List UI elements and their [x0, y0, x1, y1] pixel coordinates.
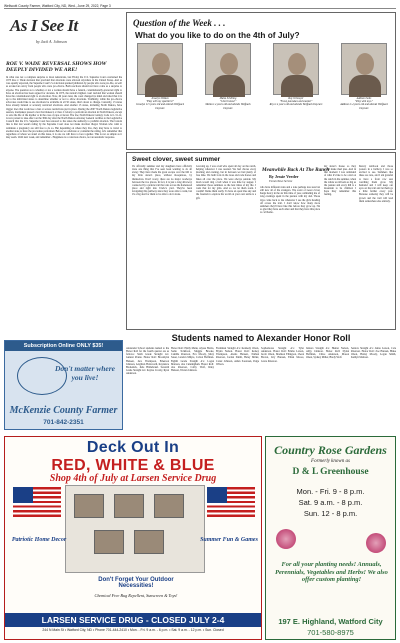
hours-line: Mon. - Fri. 9 - 8 p.m.: [296, 487, 365, 496]
ad-caption: Patriotic Home Decor: [11, 537, 67, 543]
ad-former-name: D & L Greenhouse: [292, 467, 369, 477]
qotw-answer: Roy Ortmeyer "Food, pancakes and snacks!" Roy is 4 years old and attends Wolfpack Daycare: [269, 97, 323, 107]
flag-icon: [207, 487, 255, 517]
ad-address: 197 E. Highland, Watford City: [278, 617, 383, 626]
ad-phone: 701-842-2351: [43, 419, 84, 426]
ad-tagline: Don't matter where you live!: [54, 364, 115, 382]
ad-banner: LARSEN SERVICE DRUG - CLOSED JULY 2-4: [5, 613, 261, 627]
article-author: By Jessie Veeder: [269, 174, 299, 179]
ad-callout-detail: Chemical Free Bug Repellent, Sunscreen & Toys!: [94, 593, 178, 598]
article-column: It's officially summer and my daughters have officially done one thing that I've seen been wanting to do all along: They have made the great escape over the hill to my little sister's place, without mosquitoes, by themselves. Don't worry, there are no major roadways between the two places. In fact, it is just a long driveway connected by a prairie trail that cuts across the homestead place and right into Uncle's yard. They've been navigating this pathway since they were able to walk, but it's a big deal for them to be able to do it alone.: [132, 165, 192, 197]
qotw-photo: [273, 43, 319, 95]
hours-line: Sun. 12 - 8 p.m.: [303, 509, 358, 518]
ad-caption: Summer Fun & Games: [200, 537, 258, 543]
qotw-label: Question of the Week . . .: [133, 18, 226, 28]
flower-icon: [366, 533, 386, 553]
column-name: Meanwhile Back At The Ranch: [262, 167, 330, 173]
qotw-answer: Addison Solis "Play with toys." Addison is 4 years old and attends Wolfpack Daycare: [340, 97, 388, 110]
flower-icon: [276, 529, 296, 549]
article-affiliation: Forum News Service: [269, 180, 293, 183]
honor-roll-column: Honor Roll: Emily Mann, Alyssa Harris, Sadie Tollefson, Maggie Brooke, Camille Peterson, Eva Moody, Mary Sauer, Landon Mhyre, Colton Hoffman. Eighth Grade Straight A's: Logan Mattson, Ava Cunningham. Honor Roll: Ava Peterson, Colby Wolf, Riley Hanson, Tristan Johnson.: [171, 347, 214, 373]
ad-subhead: Shop 4th of July at Larsen Service Drug: [49, 473, 217, 484]
country-rose-ad[interactable]: [265, 436, 396, 640]
subscription-price: Subscription Online ONLY $35!: [5, 341, 122, 351]
qotw-photo: [137, 43, 183, 95]
article-column: who have different rules and a tone perhaps less sure but still new all of the strangers. The scent of sweet clover hangs heavy in the air this time of year, reminding me of long evenings spent in the pasture with my dad. Those days come back to me whenever I see the girls heading off across the trail. I don't know how many more summers they'll have like this before they grow up. I'm so glad they have each other and that they have this place to call home.: [260, 186, 320, 215]
page-header: Wellscott County Farmer, Watford City, ND, Wed., June 29, 2022, Page 3: [4, 3, 396, 9]
ad-callout: Don't Forget Your Outdoor Necessities!: [98, 577, 174, 589]
question-of-the-week: [126, 12, 396, 150]
ad-address: 244 N Main St • Watford City, ND • Phone 701-444-2410 • Mon. - Fri. 9 a.m. - 6 p.m. • Sat. 9 a.m. - 12 p.m. • Sun. Closed: [42, 628, 224, 632]
honor-roll-column: Juniors Straight A's: Hunter Nelson, Abby Johnson. Honor Roll: Dylan Hoffman, Chloe Anderson, Mason Olsen, Sydney Miller, Brady Wolf.: [306, 347, 349, 360]
honor-roll-column: Seniors Straight A's: Jenna Larson, Cole Peterson. Honor Roll: Zoe Hansen, Blake Olson, Hailey Moody, Logan Smith, Kaitlyn Mattson.: [351, 347, 396, 360]
ad-title: Country Rose Gardens: [274, 443, 387, 457]
larsen-drug-ad[interactable]: [4, 436, 262, 640]
qotw-answer: Jessalyn Wolken "Play with my sparklers!" Jessalyn is 5 years old and attends Wolfpack Daycare: [136, 97, 184, 110]
qotw-answer: Malia Schilling "I don't know!" Malia is 4 years old and attends Wolfpack Daycare: [205, 97, 251, 110]
qotw-photo: [205, 43, 251, 95]
column-title: As I See It: [10, 16, 78, 35]
column-headline: ROE V. WADE REVERSAL SHOWS HOW DEEPLY DIVIDED WE ARE!: [6, 61, 107, 74]
qotw-photo: [341, 43, 387, 95]
honor-roll-column: Sophomores Straight A's: Tyler Anderson. Honor Roll: Emma Larson, Jacob Olson, Madison Ellingson, Owen Brown, Lily Hansen, Ethan Moore, Grace Peterson.: [261, 347, 304, 363]
column-byline: by Jack A. Johnson: [36, 39, 67, 44]
ad-headline: Deck Out In RED, WHITE & BLUE: [51, 439, 215, 474]
as-i-see-it-masthead: [4, 12, 123, 57]
honor-roll-column: Alexander School students named to the Honor Roll for the fourth quarter are as follows: Sixth Grade Straight A's: Gunnar Prante. Honor Roll: Brooklynn Hansen, Jace Thompson, Emerson Johnson, Leighton Holzworth, Kaydence Brodenick, Jude Hildebrand. Seventh Grade Straight A's: Kaylee Crosby, Ryan Anderson.: [126, 347, 169, 376]
article-title: Sweet clover, sweet summer: [132, 156, 221, 163]
article-column: history textbook and those posters in a hallway I was so excited to see. Summers like these are rare, and I am grateful to have a front row seat watching them grow. My husband and I will keep our eyes on the trail and let them go a little farther every year. Because someday they will be grown and the trail will lead them somewhere else entirely.: [359, 165, 393, 203]
honor-roll-title: Students named to Alexander Honor Roll: [171, 333, 351, 343]
article-column: my sister's house so they could make mud pies. And in that moment I was reminded of what it's like to be a kid on the ranch in the summer, when the whole world feels as big as the pasture and every hill is a mountain to be climbed. I hope they remember this feeling.: [324, 165, 356, 197]
honor-roll-column: Freshmen Straight A's: Kennedy Olson, Brynn Nelson. Honor Roll: Kelsey Thompson, Alexis Hansen, Nathan Peterson, Jordan Smith, Haley Miller, Carter Johnson, Aiden Sorensen, Paige Wilson.: [216, 347, 259, 366]
qotw-question: What do you like to do on the 4th of July?: [135, 30, 300, 40]
product-display: [65, 485, 205, 573]
article-column: Growing up, I was a kid who spent all day on the ranch, helping wherever I was needed. We had chores every morning and evening, but in between we had plenty of free time. We built forts in the trees and rode horses and bikes all over the place. We were always outside. My mom would ring a bell when it was time for supper. I remember those summers as the best times of my life. I want that for my girls. And so we let them roam. I couldn't blame them really. To have an open blue sky and the freedom to explore the world on your own terms is a gift.: [196, 165, 256, 200]
flag-icon: [13, 487, 61, 517]
subscription-ad[interactable]: [4, 340, 123, 430]
sweet-clover-article: [126, 152, 396, 330]
ad-formerly: Formerly known as: [311, 459, 350, 464]
column-body: In what was not a complete surprise to most Americans, last Friday the U.S. Supreme Court overturned the 1973 Roe v. Wade decision that provided that abortions were allowed anywhere in the United States. And as was equally expected, the Supreme Court's 5-4 decision sparked jubilation by people who were pro-life, as well as evoked an outcry from people who were pro-choice. Both reactions should not have come as a surprise to anyone. The question as to whether or not a woman should have a federal, constitutionally-protected right to have an abortion has been argued for decades. In 1973, the nation's highest court decided that women should have the constitutional right to an abortion. Now, 49 years later, the court changed its mind and ruled that it is up to the individual states to determine whether or not to allow abortions. Truthfully, while the pro-choice advocates would like to see abortions be available in all 50 states, that's about to change. Currently, 13 states have already banned or severely restricted abortions. And another 13 states, including North Dakota, have trigger laws that would see a ban or severe restrictions put in place. During the 2007 North Dakota legislative session, lawmakers passed a law that makes it a Class C felony to perform an abortion in North Dakota, except to save the life of the mother or in the case of rape or incest. The law, North Dakota Century Code 12.1-31-12, is now poised to take effect on the 30th day after the North Dakota Attorney General certifies to the Legislative Council that the U.S. Supreme Court has restored to the states the authority to prohibit abortion. The bottom line is that last week's ruling by the Supreme Court does not make abortion illegal. Women who wish to terminate a pregnancy are still free to do so. But depending on where they live, they may have to travel to another state to have the procedure performed. Before we celebrate or condemn the ruling, let's remember that regardless of where we stand on this issue, it is one we will have to face together. This is not as simple as it may seem. Until next week, and remember - Happiness is a conscious choice, not an automatic response.: [6, 76, 122, 139]
newspaper-brand: McKenzie County Farmer: [9, 405, 118, 416]
ad-description: For all your planting needs! Annuals, Perennials, Vegetables and Herbs! We also offer custom planting!: [275, 561, 388, 584]
ad-phone: 701-580-8975: [307, 628, 354, 637]
hours-line: Sat. 9 a.m. - 8 p.m.: [298, 498, 363, 507]
